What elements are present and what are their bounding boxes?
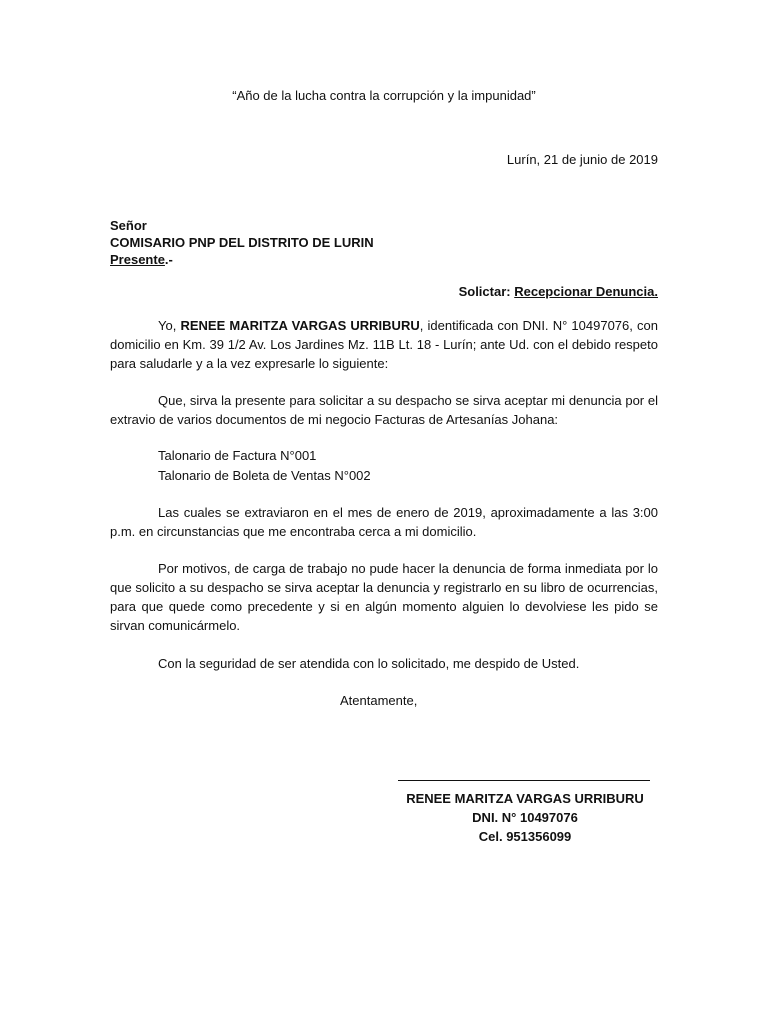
recipient-presente: [110, 250, 173, 269]
signature-name: RENEE MARITZA VARGAS URRIBURU: [406, 791, 644, 806]
paragraph-farewell: Con la seguridad de ser atendida con lo solicitado, me despido de Usted.: [158, 656, 580, 671]
paragraph-request: Que, sirva la presente para solicitar a su despacho se sirva aceptar mi denuncia por el extravio de varios documentos de mi negocio Facturas de Artesanías Johana:: [110, 393, 658, 427]
applicant-name: RENEE MARITZA VARGAS URRIBURU: [180, 318, 420, 333]
paragraph-identification: [110, 316, 658, 373]
subject-value: Recepcionar Denuncia.: [514, 284, 658, 299]
recipient-title: COMISARIO PNP DEL DISTRITO DE LURIN: [110, 235, 374, 250]
presente-word: Presente: [110, 252, 165, 267]
signature-phone: Cel. 951356099: [478, 829, 572, 844]
paragraph-circumstances: Las cuales se extraviaron en el mes de enero de 2019, aproximadamente a las 3:00 p.m. en circunstancias que me encontraba cerca a mi domicilio.: [110, 505, 658, 539]
closing: Atentamente,: [340, 693, 418, 708]
p1-rest: , identificada con DNI. N° 10497076, con domicilio en Km. 39 1/2 Av. Los Jardines Mz. 11B Lt. 18 - Lurín; ante Ud. con el debido respeto para saludarle y a la vez expresarle lo siguiente:: [110, 318, 658, 371]
subject-label: Solictar:: [458, 284, 511, 299]
signature-line: [398, 780, 650, 781]
signature-dni: DNI. N° 10497076: [472, 810, 578, 825]
subject-line: [400, 282, 658, 301]
presente-suffix: .-: [164, 252, 173, 267]
list-item: Talonario de Factura N°001: [158, 448, 317, 463]
list-item: Talonario de Boleta de Ventas N°002: [158, 468, 371, 483]
motto-header: “Año de la lucha contra la corrupción y la impunidad”: [232, 88, 536, 103]
paragraph-reasons: Por motivos, de carga de trabajo no pude hacer la denuncia de forma inmediata por lo que solicito a su despacho se sirva aceptar la denuncia y registrarlo en su libro de ocurrencias, para que quede como precedente y si en algún momento alguien lo devolviese les pido se sirvan comunicármelo.: [110, 561, 658, 633]
place-date: Lurín, 21 de junio de 2019: [506, 152, 658, 167]
p1-prefix: Yo,: [158, 318, 181, 333]
recipient-salutation: Señor: [110, 218, 147, 233]
